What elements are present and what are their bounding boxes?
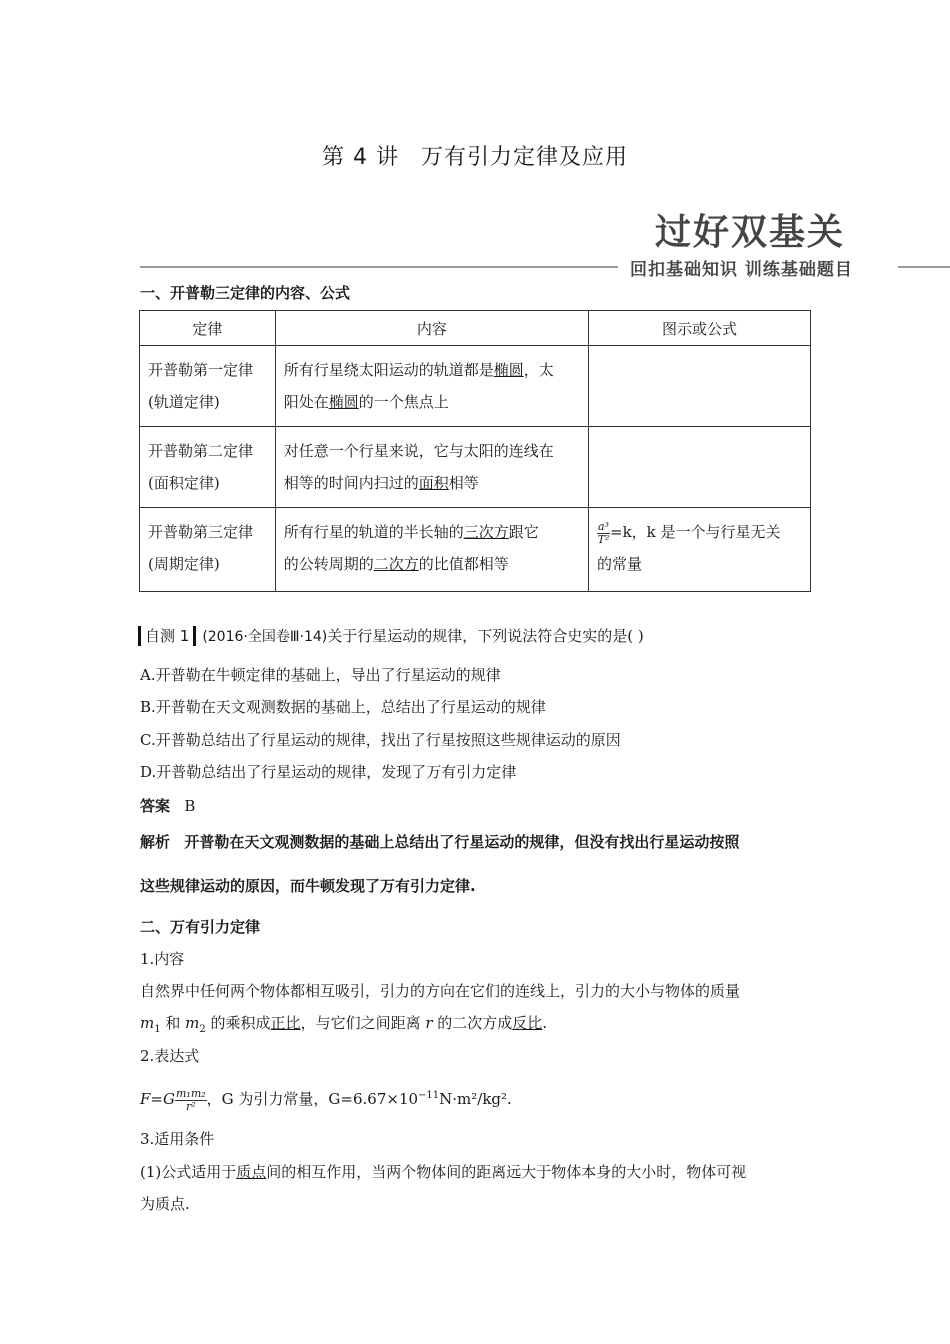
quiz-tag: 自测 1 xyxy=(138,626,196,646)
answer-label: 答案 xyxy=(140,797,171,815)
law-alias: (面积定律) xyxy=(148,474,220,492)
option-b: B.开普勒在天文观测数据的基础上，总结出了行星运动的规律 xyxy=(140,698,546,716)
table-header-cell: 图示或公式 xyxy=(589,311,811,346)
subheading-content: 1.内容 xyxy=(140,950,185,968)
quiz-header xyxy=(138,626,644,647)
content-line: 自然界中任何两个物体都相互吸引，引力的方向在它们的连线上，引力的大小与物体的质量 xyxy=(140,982,741,1000)
analysis-text-cont: 这些规律运动的原因，而牛顿发现了万有引力定律. xyxy=(140,877,476,895)
law-alias: (轨道定律) xyxy=(148,393,220,411)
formula-line: 的常量 xyxy=(597,555,643,573)
kepler-table xyxy=(139,310,811,592)
law-name-cell xyxy=(140,427,276,508)
table-row xyxy=(140,427,811,508)
condition-line: 为质点. xyxy=(140,1195,190,1213)
subheading-formula: 2.表达式 xyxy=(140,1047,200,1065)
banner-divider-left xyxy=(140,266,618,268)
law-name: 开普勒第二定律 xyxy=(148,442,254,460)
law-content-line: 相等的时间内扫过的面积相等 xyxy=(283,474,479,492)
law-name: 开普勒第三定律 xyxy=(148,523,254,541)
condition-line: (1)公式适用于质点间的相互作用，当两个物体间的距离远大于物体本身的大小时，物体可视 xyxy=(140,1163,747,1181)
fill-answer: 反比 xyxy=(512,1014,543,1032)
law-figure-cell xyxy=(589,427,811,508)
law-content-line: 阳处在椭圆的一个焦点上 xyxy=(283,393,449,411)
option-c: C.开普勒总结出了行星运动的规律，找出了行星按照这些规律运动的原因 xyxy=(140,731,621,749)
fill-answer: 三次方 xyxy=(463,523,509,541)
fill-answer: 正比 xyxy=(270,1014,301,1032)
law-content-line: 所有行星的轨道的半长轴的三次方跟它 xyxy=(283,523,539,541)
analysis-line xyxy=(140,832,739,852)
law-content-cell xyxy=(275,427,588,508)
answer-line xyxy=(140,796,195,816)
option-d: D.开普勒总结出了行星运动的规律，发现了万有引力定律 xyxy=(140,763,517,781)
banner-title: 过好双基关 xyxy=(655,212,846,253)
law-content-cell xyxy=(275,346,588,427)
table-header-cell: 内容 xyxy=(275,311,588,346)
kepler-third-formula: $\frac{\text{a³}}{\text{T²}}$ =k，k 是一个与行星无关 xyxy=(597,519,781,546)
banner-divider-right xyxy=(898,266,950,268)
lesson-number: 第 4 讲 xyxy=(322,145,399,170)
fill-answer: 椭圆 xyxy=(328,393,359,411)
lesson-title: 万有引力定律及应用 xyxy=(420,145,628,170)
quiz-question: 关于行星运动的规律，下列说法符合史实的是( ) xyxy=(327,627,644,645)
law-content-cell xyxy=(275,508,588,592)
gravitation-formula: F=G $\frac{\text{m₁m₂}}{\text{r²}}$ ，G 为引力常量，$G=6.67\times 10^{-11}N\cdot m^2$/kg². xyxy=(140,1086,512,1113)
law-formula-cell xyxy=(589,508,811,592)
law-name-cell xyxy=(140,508,276,592)
answer-value: B xyxy=(184,797,196,815)
content-line: $m_1$ 和 $m_2$ 的乘积成正比，与它们之间距离 r 的二次方成反比. xyxy=(140,1014,548,1035)
table-row xyxy=(140,508,811,592)
formula-fraction: $\frac{\text{m₁m₂}}{\text{r²}}$ xyxy=(175,1086,206,1113)
law-content-line: 的公转周期的二次方的比值都相等 xyxy=(283,555,509,573)
section2-heading: 二、万有引力定律 xyxy=(140,918,261,936)
fill-answer: 面积 xyxy=(418,474,449,492)
law-name-cell xyxy=(140,346,276,427)
section1-heading: 一、开普勒三定律的内容、公式 xyxy=(140,284,351,302)
subheading-conditions: 3.适用条件 xyxy=(140,1130,215,1148)
table-header-row xyxy=(140,311,811,346)
law-alias: (周期定律) xyxy=(148,555,220,573)
table-row xyxy=(140,346,811,427)
table-header-cell: 定律 xyxy=(140,311,276,346)
law-content-line: 对任意一个行星来说，它与太阳的连线在 xyxy=(283,442,554,460)
fill-answer: 质点 xyxy=(236,1163,267,1181)
fill-answer: 椭圆 xyxy=(493,361,524,379)
analysis-text: 开普勒在天文观测数据的基础上总结出了行星运动的规律，但没有找出行星运动按照 xyxy=(184,833,740,851)
law-name: 开普勒第一定律 xyxy=(148,361,254,379)
page-title xyxy=(0,140,950,171)
law-figure-cell xyxy=(589,346,811,427)
banner-subtitle: 回扣基础知识 训练基础题目 xyxy=(630,260,853,280)
fill-answer: 二次方 xyxy=(373,555,419,573)
quiz-source: (2016·全国卷Ⅲ·14) xyxy=(202,629,328,645)
analysis-label: 解析 xyxy=(140,833,171,851)
option-a: A.开普勒在牛顿定律的基础上，导出了行星运动的规律 xyxy=(140,666,501,684)
formula-fraction: $\frac{\text{a³}}{\text{T²}}$ xyxy=(597,519,610,546)
law-content-line: 所有行星绕太阳运动的轨道都是椭圆，太 xyxy=(283,361,554,379)
